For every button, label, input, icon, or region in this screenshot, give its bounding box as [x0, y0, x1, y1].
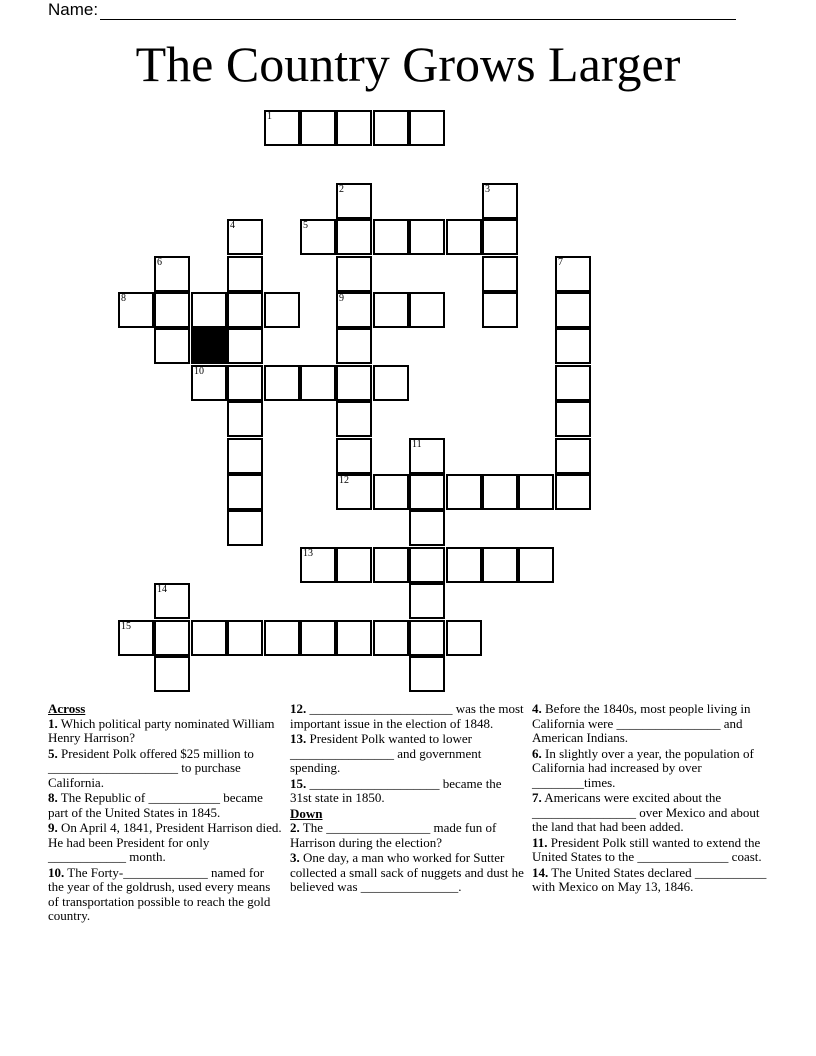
grid-cell[interactable]: [336, 474, 372, 510]
grid-cell[interactable]: [409, 620, 445, 656]
cell-number: 1: [267, 111, 272, 122]
clue-item: [290, 821, 524, 850]
clue-text: President Polk offered $25 million to ____________________ to purchase California.: [48, 745, 254, 790]
grid-cell[interactable]: [227, 219, 263, 255]
cell-number: 9: [339, 293, 344, 304]
grid-cell[interactable]: [555, 256, 591, 292]
cell-number: 3: [485, 184, 490, 195]
grid-cell[interactable]: [336, 292, 372, 328]
cell-number: 12: [339, 475, 349, 486]
grid-cell[interactable]: [191, 292, 227, 328]
grid-cell[interactable]: [482, 474, 518, 510]
grid-cell[interactable]: [373, 110, 409, 146]
clue-number: 14.: [532, 864, 549, 880]
grid-cell[interactable]: [191, 365, 227, 401]
grid-cell[interactable]: [227, 328, 263, 364]
grid-cell[interactable]: [227, 438, 263, 474]
grid-cell[interactable]: [154, 256, 190, 292]
grid-cell[interactable]: [446, 474, 482, 510]
grid-cell[interactable]: [482, 219, 518, 255]
clue-item: [48, 747, 282, 791]
cell-number: 5: [303, 220, 308, 231]
grid-cell[interactable]: [409, 292, 445, 328]
grid-cell[interactable]: [555, 328, 591, 364]
clue-number: 15.: [290, 775, 307, 791]
grid-cell[interactable]: [227, 292, 263, 328]
clue-text: ____________________ became the 31st state in 1850.: [290, 775, 502, 805]
grid-cell[interactable]: [336, 547, 372, 583]
cell-number: 2: [339, 184, 344, 195]
cell-number: 8: [121, 293, 126, 304]
grid-cell[interactable]: [264, 365, 300, 401]
clue-number: 11.: [532, 834, 548, 850]
grid-cell[interactable]: [264, 292, 300, 328]
clue-text: President Polk wanted to lower ________________ and government spending.: [290, 731, 482, 775]
grid-cell[interactable]: [300, 620, 336, 656]
cell-number: 10: [194, 366, 204, 377]
grid-cell[interactable]: [373, 620, 409, 656]
grid-cell[interactable]: [154, 656, 190, 692]
grid-cell[interactable]: [409, 110, 445, 146]
cell-number: 4: [230, 220, 235, 231]
clue-item: [290, 732, 524, 776]
cell-number: 13: [303, 548, 313, 559]
grid-cell[interactable]: [409, 219, 445, 255]
clue-item: [48, 821, 282, 865]
clue-text: The Forty-_____________ named for the year of the goldrush, used every means of transportation possible to reach the gold country.: [48, 864, 271, 923]
clue-text: The ________________ made fun of Harrison during the election?: [290, 820, 497, 850]
grid-cell[interactable]: [555, 474, 591, 510]
clue-item: [532, 702, 768, 746]
clue-number: 3.: [290, 850, 300, 865]
clue-text: Which political party nominated William Henry Harrison?: [48, 715, 275, 745]
clues-column-2: [290, 702, 524, 896]
grid-cell[interactable]: [446, 547, 482, 583]
grid-cell[interactable]: [446, 219, 482, 255]
grid-cell[interactable]: [409, 583, 445, 619]
clues-column-1: [48, 702, 282, 925]
cell-number: 11: [412, 439, 422, 450]
clue-text: President Polk still wanted to extend the United States to the ______________ coast.: [532, 834, 762, 864]
grid-cell[interactable]: [300, 365, 336, 401]
cell-number: 6: [157, 257, 162, 268]
grid-cell[interactable]: [373, 474, 409, 510]
grid-cell[interactable]: [373, 219, 409, 255]
clue-item: [48, 791, 282, 820]
across-heading: Across: [48, 701, 86, 716]
clue-number: 10.: [48, 864, 65, 880]
page-title: The Country Grows Larger: [135, 36, 681, 92]
clue-item: [48, 866, 282, 924]
clue-number: 4.: [532, 701, 542, 716]
clue-text: One day, a man who worked for Sutter collected a small sack of nuggets and dust he believed was _______________.: [290, 850, 524, 894]
grid-cell[interactable]: [227, 401, 263, 437]
grid-cell[interactable]: [482, 292, 518, 328]
clue-number: 6.: [532, 745, 542, 761]
grid-cell[interactable]: [409, 547, 445, 583]
grid-cell[interactable]: [336, 110, 372, 146]
clue-number: 9.: [48, 820, 58, 835]
grid-cell[interactable]: [518, 474, 554, 510]
grid-cell[interactable]: [555, 438, 591, 474]
grid-cell[interactable]: [336, 365, 372, 401]
clue-item: [532, 836, 768, 865]
grid-cell[interactable]: [227, 620, 263, 656]
clues-column-3: [532, 702, 768, 896]
down-heading: Down: [290, 805, 323, 821]
clue-text: The Republic of ___________ became part of the United States in 1845.: [48, 790, 263, 820]
grid-cell[interactable]: [154, 583, 190, 619]
black-cell: [191, 328, 227, 364]
clue-item: [290, 702, 524, 731]
clue-text: The United States declared ___________ with Mexico on May 13, 1846.: [532, 864, 767, 894]
grid-cell[interactable]: [300, 547, 336, 583]
grid-cell[interactable]: [373, 292, 409, 328]
clue-number: 5.: [48, 745, 58, 761]
grid-cell[interactable]: [154, 620, 190, 656]
grid-cell[interactable]: [336, 328, 372, 364]
grid-cell[interactable]: [409, 510, 445, 546]
clue-number: 7.: [532, 790, 542, 805]
grid-cell[interactable]: [118, 620, 154, 656]
clue-text: Americans were excited about the ________________ over Mexico and about the land that had been added.: [532, 790, 760, 834]
grid-cell[interactable]: [409, 474, 445, 510]
clue-text: In slightly over a year, the population of California had increased by over ________times.: [532, 745, 754, 790]
grid-cell[interactable]: [482, 256, 518, 292]
clue-item: [532, 747, 768, 791]
clue-text: ______________________ was the most important issue in the election of 1848.: [290, 701, 524, 731]
clue-number: 12.: [290, 701, 307, 716]
clue-text: Before the 1840s, most people living in California were ________________ and American Indians.: [532, 701, 751, 745]
grid-cell[interactable]: [409, 438, 445, 474]
grid-cell[interactable]: [264, 620, 300, 656]
grid-cell[interactable]: [300, 219, 336, 255]
grid-cell[interactable]: [118, 292, 154, 328]
clue-number: 1.: [48, 715, 58, 731]
grid-cell[interactable]: [555, 365, 591, 401]
grid-cell[interactable]: [482, 183, 518, 219]
grid-cell[interactable]: [336, 438, 372, 474]
grid-cell[interactable]: [373, 547, 409, 583]
grid-cell[interactable]: [227, 365, 263, 401]
grid-cell[interactable]: [336, 219, 372, 255]
grid-cell[interactable]: [336, 620, 372, 656]
clue-item: [532, 866, 768, 895]
clue-item: [290, 851, 524, 895]
grid-cell[interactable]: [154, 292, 190, 328]
clue-number: 13.: [290, 731, 307, 746]
grid-cell[interactable]: [227, 474, 263, 510]
clue-item: [532, 791, 768, 835]
grid-cell[interactable]: [409, 656, 445, 692]
clue-item: [290, 777, 524, 806]
grid-cell[interactable]: [264, 110, 300, 146]
cell-number: 14: [157, 584, 167, 595]
grid-cell[interactable]: [373, 365, 409, 401]
grid-cell[interactable]: [482, 547, 518, 583]
clue-number: 8.: [48, 790, 58, 805]
grid-cell[interactable]: [154, 328, 190, 364]
grid-cell[interactable]: [518, 547, 554, 583]
clue-item: [48, 717, 282, 746]
grid-cell[interactable]: [446, 620, 482, 656]
grid-cell[interactable]: [227, 256, 263, 292]
grid-cell[interactable]: [336, 256, 372, 292]
grid-cell[interactable]: [336, 183, 372, 219]
grid-cell[interactable]: [555, 292, 591, 328]
clue-number: 2.: [290, 820, 300, 835]
clue-text: On April 4, 1841, President Harrison died. He had been President for only ____________ month.: [48, 820, 282, 864]
grid-cell[interactable]: [555, 401, 591, 437]
cell-number: 7: [558, 257, 563, 268]
name-label: Name:: [48, 0, 99, 19]
grid-cell[interactable]: [227, 510, 263, 546]
grid-cell[interactable]: [191, 620, 227, 656]
cell-number: 15: [121, 621, 131, 632]
grid-cell[interactable]: [336, 401, 372, 437]
grid-cell[interactable]: [300, 110, 336, 146]
